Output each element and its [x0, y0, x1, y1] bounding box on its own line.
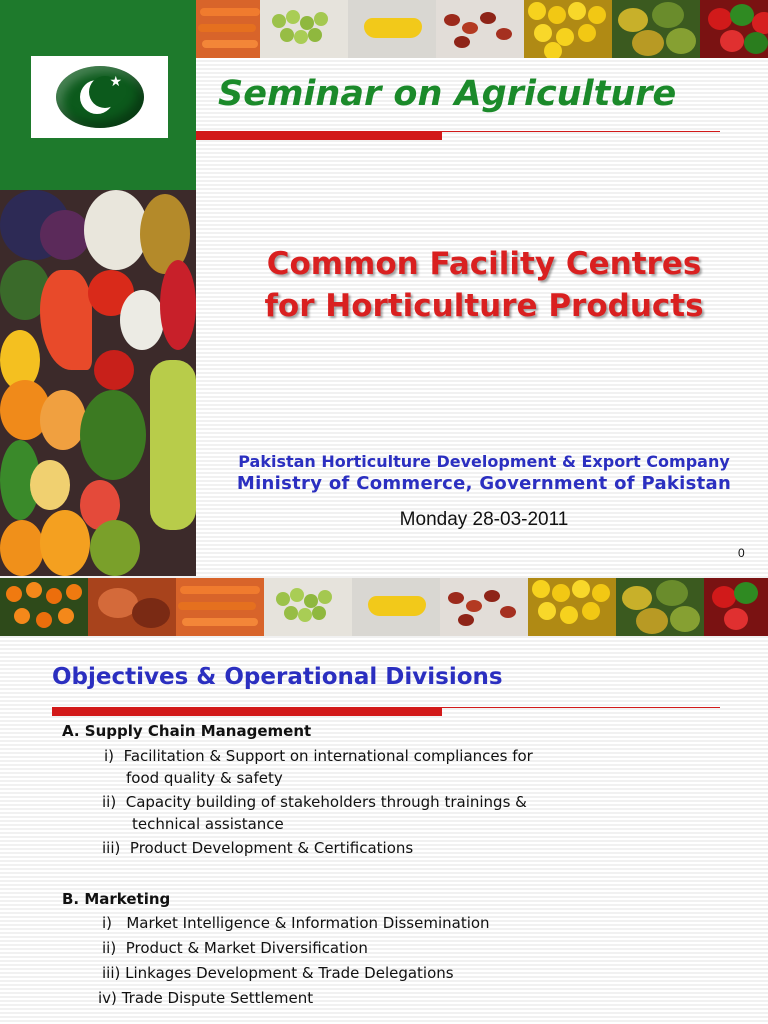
list-item: [102, 792, 527, 813]
list-item: [102, 938, 368, 959]
peppers-photo-2: [704, 578, 768, 636]
list-marker: ii): [102, 793, 117, 811]
title-underline-thin: [196, 131, 720, 132]
list-marker: ii): [102, 939, 117, 957]
page-number: 0: [738, 546, 745, 560]
list-marker: iii): [102, 839, 121, 857]
section-heading-marketing: B. Marketing: [62, 890, 171, 908]
list-item: [104, 746, 533, 767]
produce-strip-bottom: [0, 578, 768, 636]
produce-strip-top: [196, 0, 768, 58]
title-line-1: Common Facility Centres: [266, 246, 702, 282]
market-photo: [88, 578, 176, 636]
list-item: [98, 988, 313, 1009]
list-marker: i): [104, 747, 115, 765]
crescent-star-icon: ★: [56, 66, 144, 128]
list-marker: i): [102, 914, 113, 932]
oranges-photo: [0, 578, 88, 636]
list-text: Product Development & Certifications: [129, 839, 414, 857]
peppers-photo: [700, 0, 768, 58]
seminar-title: Seminar on Agriculture: [218, 74, 677, 114]
dates-photo-2: [440, 578, 528, 636]
list-marker: iv): [98, 989, 117, 1007]
banana-photo: [348, 0, 436, 58]
carrots-photo-2: [176, 578, 264, 636]
organization-name: Pakistan Horticulture Development & Export Company: [238, 452, 730, 471]
mangoes-photo-2: [616, 578, 704, 636]
objectives-underline: [52, 708, 442, 716]
objectives-underline-thin: [52, 707, 720, 708]
presentation-date: Monday 28-03-2011: [399, 509, 569, 530]
carrots-photo: [196, 0, 260, 58]
ministry-name: Ministry of Commerce, Government of Pakistan: [236, 473, 732, 494]
list-text: Product & Market Diversification: [125, 939, 368, 957]
list-text: Trade Dispute Settlement: [121, 989, 314, 1007]
list-marker: iii): [102, 964, 121, 982]
list-item-continuation: technical assistance: [132, 815, 284, 833]
mangoes-photo: [612, 0, 700, 58]
pakistan-flag-logo: [31, 56, 168, 138]
title-line-2: for Horticulture Products: [264, 288, 704, 324]
grapes-photo: [260, 0, 348, 58]
section-heading-supply-chain: A. Supply Chain Management: [62, 722, 312, 740]
list-item: [102, 838, 413, 859]
list-item: [102, 913, 490, 934]
title-underline: [196, 132, 442, 140]
presentation-title: [200, 243, 768, 327]
lemons-photo-2: [528, 578, 616, 636]
grapes-photo-2: [264, 578, 352, 636]
list-text: Capacity building of stakeholders through trainings &: [125, 793, 527, 811]
produce-collage-photo: [0, 190, 196, 576]
banana-photo-2: [352, 578, 440, 636]
list-item-continuation: food quality & safety: [126, 769, 283, 787]
list-text: Linkages Development & Trade Delegations: [125, 964, 454, 982]
objectives-slide: [0, 636, 768, 1024]
dates-photo: [436, 0, 524, 58]
list-item: [102, 963, 454, 984]
lemons-photo: [524, 0, 612, 58]
objectives-title: Objectives & Operational Divisions: [52, 664, 503, 690]
list-text: Market Intelligence & Information Dissemination: [126, 914, 490, 932]
list-text: Facilitation & Support on international compliances for: [123, 747, 533, 765]
